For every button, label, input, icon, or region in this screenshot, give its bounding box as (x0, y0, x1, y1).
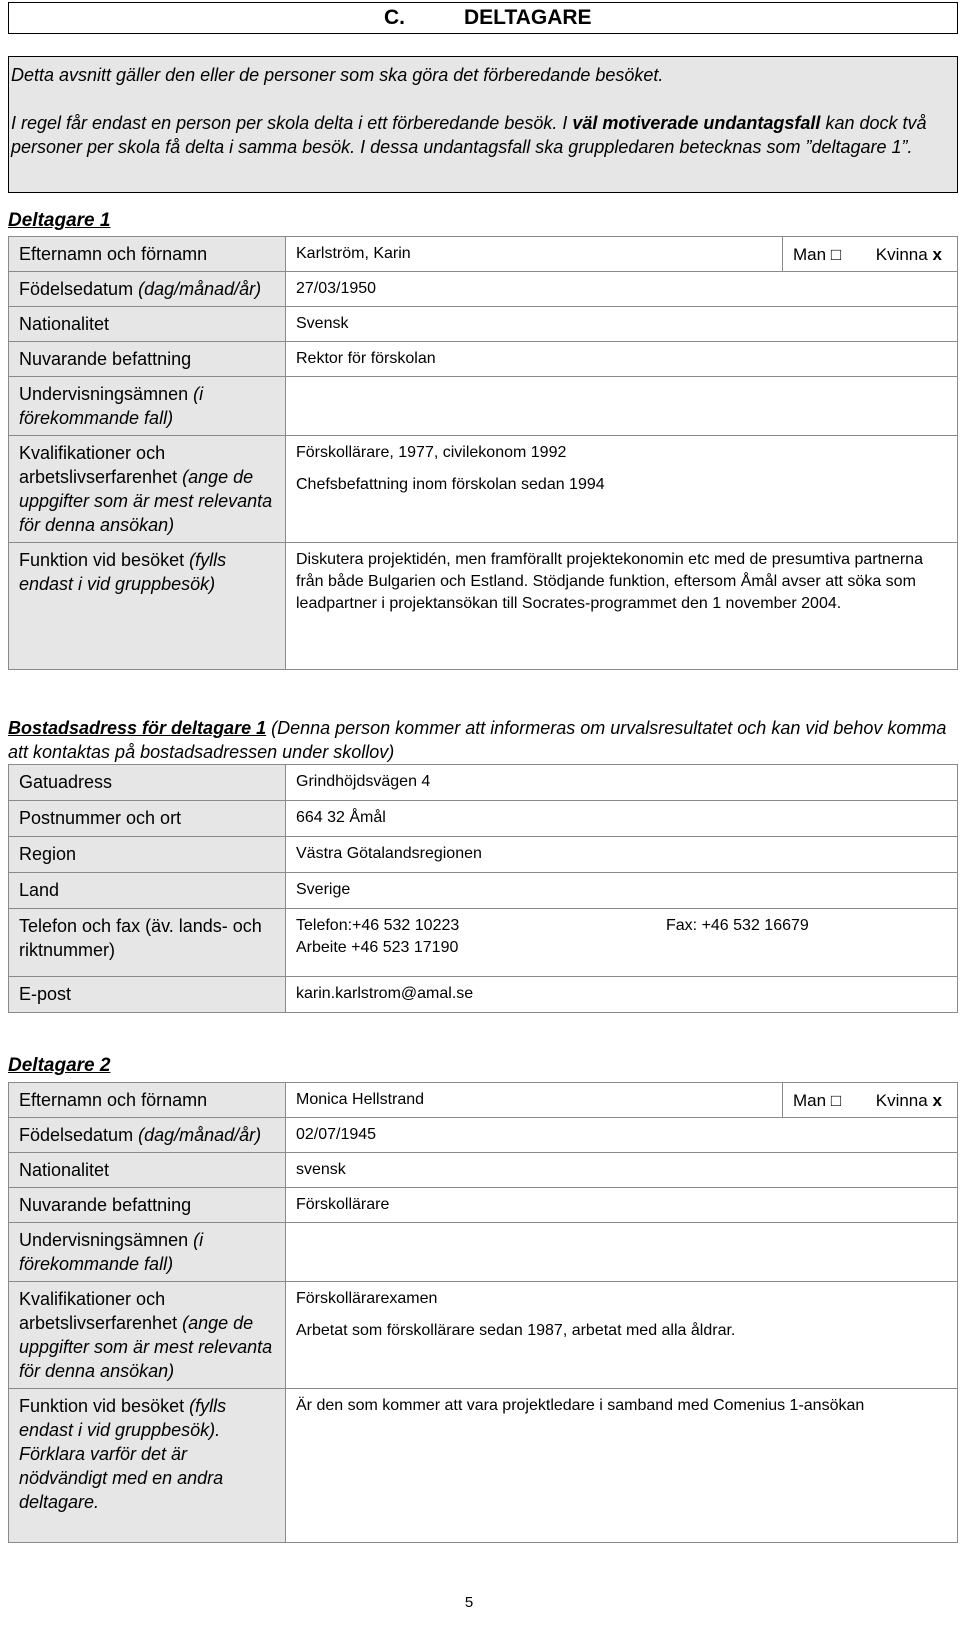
value-phone[interactable] (286, 909, 958, 977)
value-subjects[interactable] (286, 377, 958, 436)
qualification-line: Förskollärare, 1977, civilekonom 1992 (296, 444, 567, 461)
label-hint: (i förekommande fall) (19, 384, 204, 428)
value-email[interactable]: karin.karlstrom@amal.se (286, 977, 958, 1013)
label-region: Region (9, 837, 286, 873)
table-row (9, 342, 958, 377)
table-row (9, 1389, 958, 1543)
table-row (9, 436, 958, 543)
label-nationality: Nationalitet (9, 1153, 286, 1188)
label-hint: (dag/månad/år) (138, 1125, 262, 1145)
intro-emphasis: väl motiverade undantagsfall (572, 113, 821, 133)
qualification-line: Arbetat som förskollärare sedan 1987, arbetat med alla åldrar. (296, 1322, 736, 1339)
section-letter: C. (384, 6, 405, 29)
label-text: Födelsedatum (19, 1125, 134, 1145)
label-text: Kvalifikationer och arbetslivserfarenhet (19, 443, 178, 487)
value-qualifications[interactable] (286, 436, 958, 543)
participant-1-heading: Deltagare 1 (8, 210, 111, 231)
label-position: Nuvarande befattning (9, 342, 286, 377)
label-text: Kvalifikationer och arbetslivserfarenhet (19, 1289, 178, 1333)
value-dob[interactable]: 02/07/1945 (286, 1118, 958, 1153)
table-row (9, 1223, 958, 1282)
label-text: Funktion vid besöket (19, 1396, 185, 1416)
label-subjects (9, 1223, 286, 1282)
participant-2-table (8, 1082, 958, 1543)
gender-man[interactable] (793, 243, 871, 267)
value-postal[interactable]: 664 32 Åmål (286, 801, 958, 837)
page-number: 5 (464, 1594, 474, 1611)
label-function (9, 543, 286, 670)
label-nationality: Nationalitet (9, 307, 286, 342)
intro-text: kan dock två personer per skola få delta i samma besök. I dessa undantagsfall ska gruppledaren betecknas som ”deltagare 1”. (11, 113, 927, 157)
gender-woman[interactable] (876, 1091, 942, 1110)
table-row (9, 237, 958, 272)
table-row (9, 977, 958, 1013)
table-row (9, 837, 958, 873)
table-row (9, 909, 958, 977)
label-hint: (dag/månad/år) (138, 279, 262, 299)
label-text: Undervisningsämnen (19, 384, 189, 404)
label-dob (9, 272, 286, 307)
value-position[interactable]: Förskollärare (286, 1188, 958, 1223)
address-heading-title: Bostadsadress för deltagare 1 (8, 718, 267, 738)
table-row (9, 801, 958, 837)
value-position[interactable]: Rektor för förskolan (286, 342, 958, 377)
phone-line (296, 915, 947, 937)
value-name[interactable]: Karlström, Karin (286, 237, 783, 272)
checkbox-empty-icon[interactable]: □ (830, 245, 842, 264)
gender-cell (783, 1083, 958, 1118)
checkbox-empty-icon[interactable]: □ (830, 1091, 842, 1110)
section-title (8, 2, 958, 34)
value-nationality[interactable]: svensk (286, 1153, 958, 1188)
participant-1-table (8, 236, 958, 670)
table-row (9, 307, 958, 342)
gender-cell (783, 237, 958, 272)
label-name: Efternamn och förnamn (9, 1083, 286, 1118)
table-row (9, 765, 958, 801)
label-hint: (fylls endast i vid gruppbesök) (19, 550, 227, 594)
label-phone: Telefon och fax (äv. lands- och riktnummer) (9, 909, 286, 977)
value-nationality[interactable]: Svensk (286, 307, 958, 342)
table-row (9, 1083, 958, 1118)
label-text: Funktion vid besöket (19, 550, 185, 570)
value-region[interactable]: Västra Götalandsregionen (286, 837, 958, 873)
label-hint: (i förekommande fall) (19, 1230, 204, 1274)
gender-woman[interactable] (876, 245, 942, 264)
table-row (9, 543, 958, 670)
label-function (9, 1389, 286, 1543)
value-function[interactable]: Diskutera projektidén, men framförallt projektekonomin etc med de presumtiva partnerna från både Bulgarien och Estland. Stödjande funktion, eftersom Åmål avser att söka som leadpartner i projektansökan till Socrates-programmet den 1 november 2004. (286, 543, 958, 670)
checkbox-checked-icon[interactable]: x (932, 245, 942, 264)
label-hint: (fylls endast i vid gruppbesök). Förklara varför det är nödvändigt med en andra deltagare. (19, 1396, 227, 1512)
table-row (9, 272, 958, 307)
qualification-line: Chefsbefattning inom förskolan sedan 1994 (296, 476, 605, 493)
intro-paragraph-2 (11, 111, 953, 159)
label-qualifications (9, 1282, 286, 1389)
checkbox-checked-icon[interactable]: x (932, 1091, 942, 1110)
value-subjects[interactable] (286, 1223, 958, 1282)
label-subjects (9, 377, 286, 436)
label-street: Gatuadress (9, 765, 286, 801)
intro-box (8, 56, 958, 193)
label-hint: (ange de uppgifter som är mest relevanta för denna ansökan) (19, 1313, 273, 1381)
label-hint: (ange de uppgifter som är mest relevanta för denna ansökan) (19, 467, 273, 535)
gender-man[interactable] (793, 1089, 871, 1113)
label-text: Födelsedatum (19, 279, 134, 299)
label-text: Undervisningsämnen (19, 1230, 189, 1250)
work-phone: Arbeite +46 523 17190 (296, 939, 459, 956)
fax-number: Fax: +46 532 16679 (666, 917, 809, 934)
label-name: Efternamn och förnamn (9, 237, 286, 272)
value-name[interactable]: Monica Hellstrand (286, 1083, 783, 1118)
table-row (9, 377, 958, 436)
label-position: Nuvarande befattning (9, 1188, 286, 1223)
participant-2-heading: Deltagare 2 (8, 1055, 111, 1076)
value-function[interactable]: Är den som kommer att vara projektledare i samband med Comenius 1-ansökan (286, 1389, 958, 1543)
label-dob (9, 1118, 286, 1153)
qualification-line: Förskollärarexamen (296, 1290, 438, 1307)
table-row (9, 1188, 958, 1223)
value-country[interactable]: Sverige (286, 873, 958, 909)
label-country: Land (9, 873, 286, 909)
address-table (8, 764, 958, 1013)
address-heading-note: (Denna person kommer att informeras om urvalsresultatet och kan vid behov komma att kontaktas på bostadsadressen under skollov) (8, 718, 947, 762)
gender-woman-label: Kvinna (875, 1091, 928, 1110)
label-email: E-post (9, 977, 286, 1013)
value-qualifications[interactable] (286, 1282, 958, 1389)
table-row (9, 1118, 958, 1153)
intro-text: I regel får endast en person per skola delta i ett förberedande besök. I (11, 113, 573, 133)
value-street[interactable]: Grindhöjdsvägen 4 (286, 765, 958, 801)
table-row (9, 873, 958, 909)
gender-man-label: Man (793, 245, 827, 264)
value-dob[interactable]: 27/03/1950 (286, 272, 958, 307)
gender-woman-label: Kvinna (875, 245, 928, 264)
table-row (9, 1153, 958, 1188)
gender-man-label: Man (793, 1091, 827, 1110)
section-name: DELTAGARE (464, 6, 592, 29)
label-qualifications (9, 436, 286, 543)
address-heading (8, 716, 956, 764)
table-row (9, 1282, 958, 1389)
label-postal: Postnummer och ort (9, 801, 286, 837)
phone-number: Telefon:+46 532 10223 (296, 917, 460, 934)
intro-paragraph-1: Detta avsnitt gäller den eller de personer som ska göra det förberedande besöket. (11, 65, 664, 85)
